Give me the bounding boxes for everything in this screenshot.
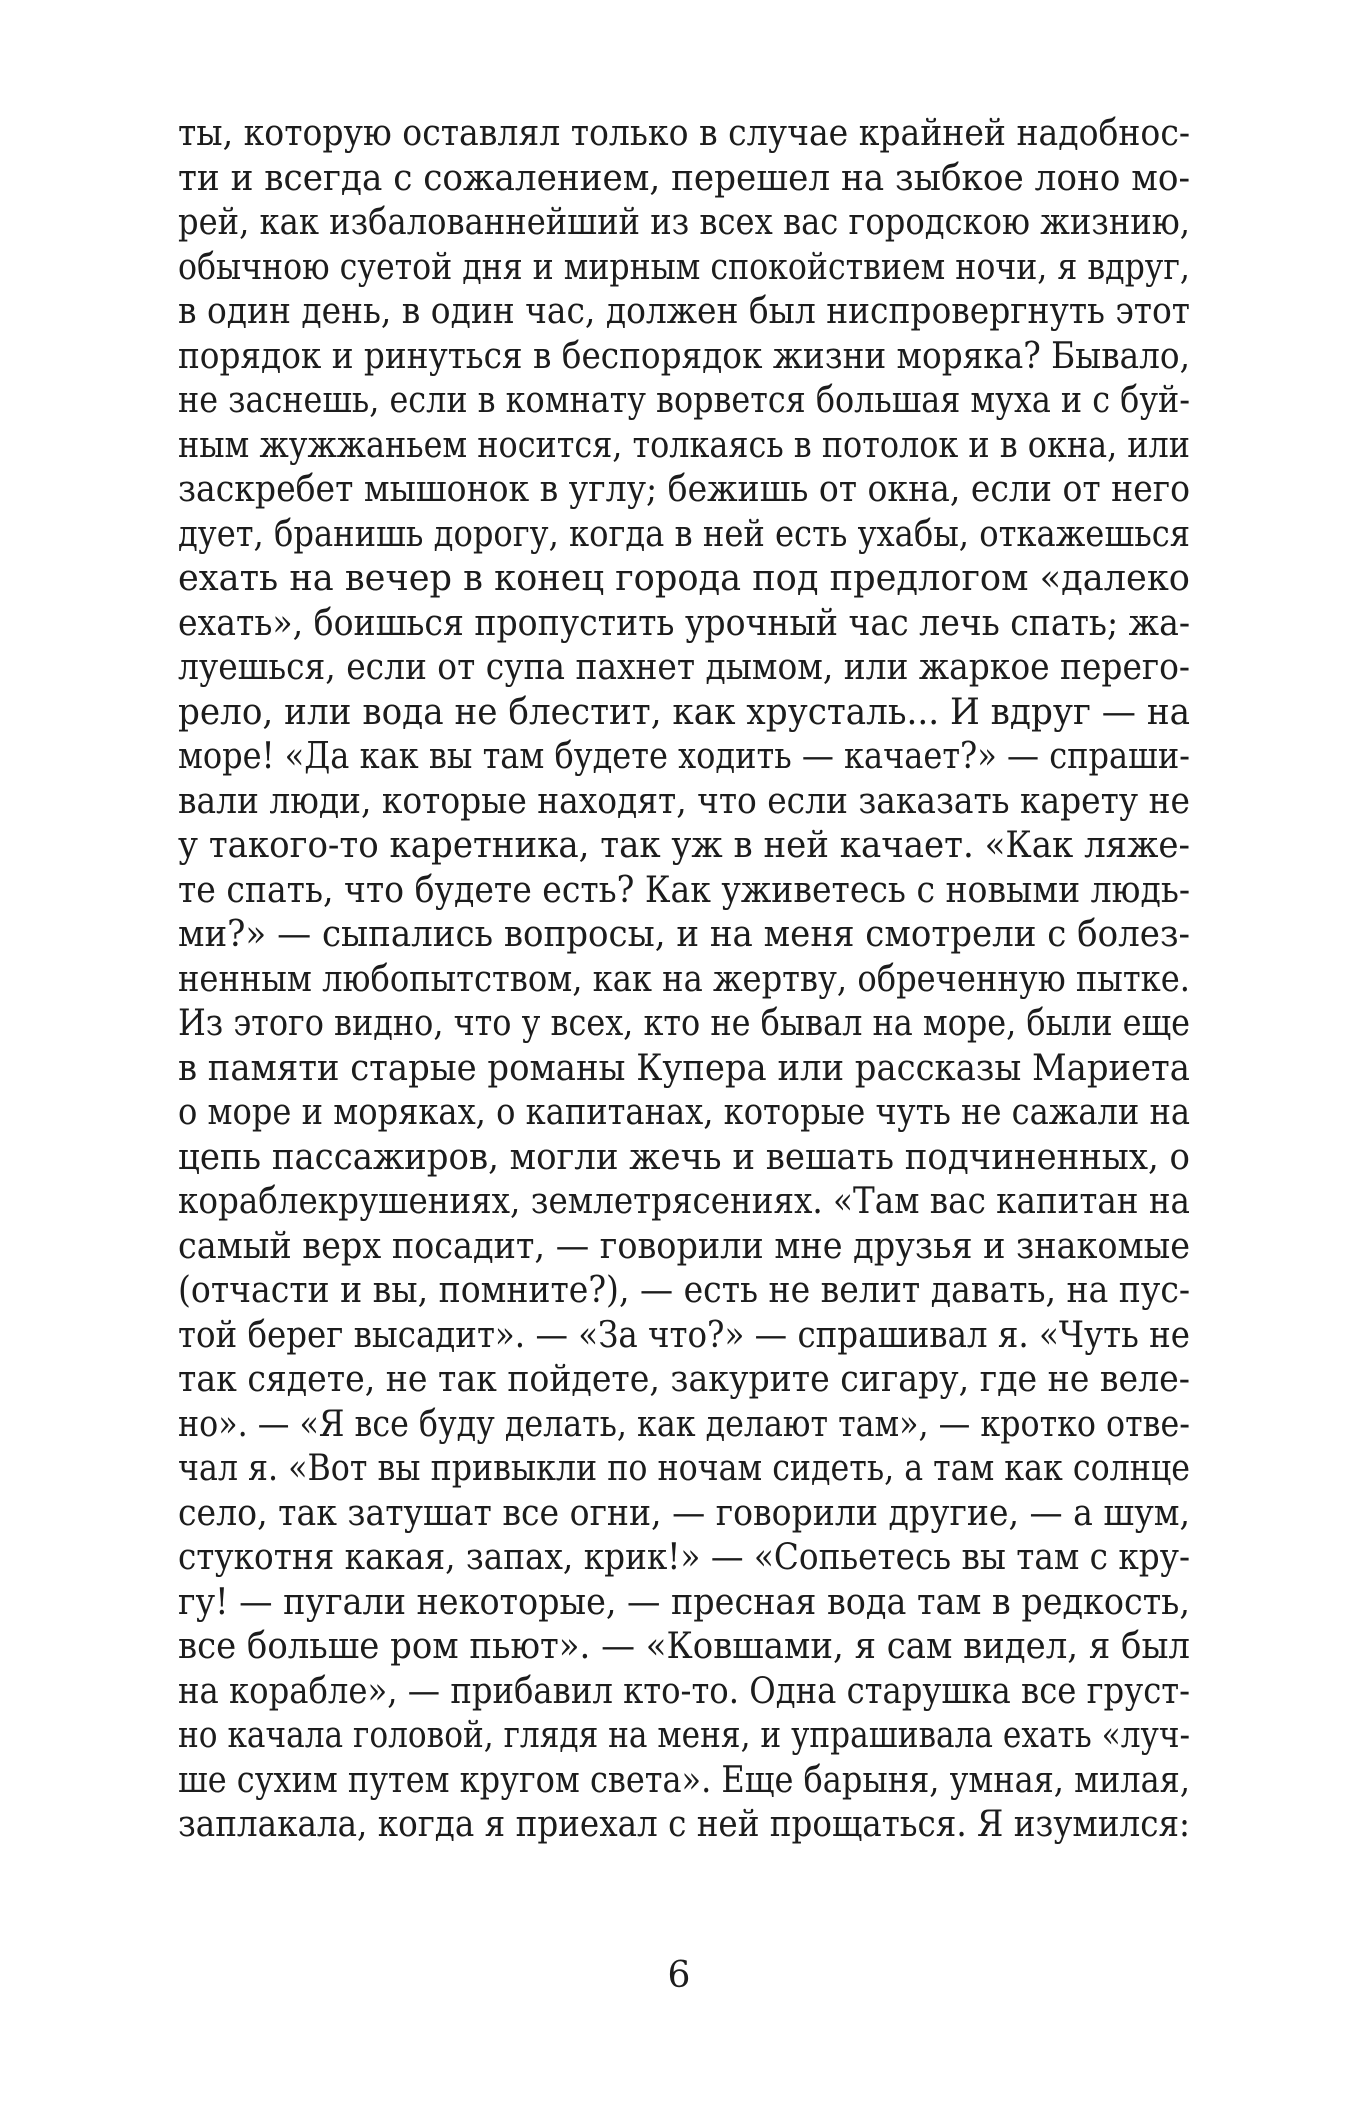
text-line: луешься, если от супа пахнет дымом, или жаркое перего-	[178, 647, 1191, 688]
text-line: стукотня какая, запах, крик!» — «Сопьетесь вы там с кру-	[178, 1537, 1191, 1578]
text-line: самый верх посадит, — говорили мне друзья и знакомые	[178, 1225, 1191, 1267]
body-text	[178, 112, 1190, 1848]
text-line: дует, бранишь дорогу, когда в ней есть ухабы, откажешься	[178, 513, 1191, 555]
text-line: село, так затушат все огни, — говорили другие, — а шум,	[178, 1492, 1190, 1534]
text-line: в памяти старые романы Купера или рассказы Мариета	[178, 1047, 1190, 1089]
text-line: ше сухим путем кругом света». Еще барыня, умная, милая,	[178, 1759, 1191, 1801]
text-line: (отчасти и вы, помните?), — есть не велит давать, на пус-	[178, 1270, 1191, 1311]
text-line: порядок и ринуться в беспорядок жизни моряка? Бывало,	[178, 335, 1190, 377]
text-line: ехать», боишься пропустить урочный час лечь спать; жа-	[178, 602, 1191, 644]
page-number: 6	[667, 1955, 691, 1996]
text-line: у такого-то каретника, так уж в ней качает. «Как ляже-	[178, 825, 1191, 866]
text-line: так сядете, не так пойдете, закурите сигару, где не веле-	[178, 1359, 1190, 1400]
text-line: море! «Да как вы там будете ходить — качает?» — спраши-	[178, 736, 1191, 777]
text-line: ехать на вечер в конец города под предлогом «далеко	[178, 558, 1190, 599]
text-line: заскребет мышонок в углу; бежишь от окна, если от него	[178, 469, 1190, 510]
text-line: кораблекрушениях, землетрясениях. «Там вас капитан на	[178, 1181, 1190, 1222]
text-line: цепь пассажиров, могли жечь и вешать подчиненных, о	[178, 1136, 1191, 1178]
text-line: в один день, в один час, должен был ниспровергнуть этот	[178, 291, 1191, 332]
text-line: рей, как избалованнейший из всех вас городскою жизнию,	[178, 202, 1190, 243]
text-line: ненным любопытством, как на жертву, обреченную пытке.	[178, 958, 1191, 1000]
text-line: не заснешь, если в комнату ворвется большая муха и с буй-	[178, 380, 1191, 421]
text-line: но». — «Я все буду делать, как делают там», — кротко отве-	[178, 1403, 1190, 1445]
text-line: Из этого видно, что у всех, кто не бывал на море, были еще	[178, 1003, 1191, 1044]
text-line: ти и всегда с сожалением, перешел на зыбкое лоно мо-	[178, 157, 1191, 199]
text-line: те спать, что будете есть? Как уживетесь с новыми людь-	[178, 869, 1191, 911]
text-line: заплакала, когда я приехал с ней прощаться. Я изумился:	[178, 1804, 1191, 1845]
text-line: но качала головой, глядя на меня, и упрашивала ехать «луч-	[178, 1715, 1191, 1756]
text-line: на корабле», — прибавил кто-то. Одна старушка все груст-	[178, 1670, 1191, 1712]
text-line: чал я. «Вот вы привыкли по ночам сидеть, а там как солнце	[178, 1448, 1190, 1489]
text-line: ным жужжаньем носится, толкаясь в потолок и в окна, или	[178, 424, 1190, 466]
text-line: той берег высадит». — «За что?» — спрашивал я. «Чуть не	[178, 1314, 1190, 1356]
text-line: ми?» — сыпались вопросы, и на меня смотрели с болез-	[178, 914, 1191, 955]
text-line: ты, которую оставлял только в случае крайней надобнос-	[178, 113, 1191, 154]
text-line: рело, или вода не блестит, как хрусталь... И вдруг — на	[178, 691, 1190, 733]
text-line: обычною суетой дня и мирным спокойствием ночи, я вдруг,	[178, 246, 1190, 288]
text-line: все больше ром пьют». — «Ковшами, я сам видел, я был	[178, 1626, 1190, 1667]
text-line: вали люди, которые находят, что если заказать карету не	[178, 780, 1190, 822]
text-line: о море и моряках, о капитанах, которые чуть не сажали на	[178, 1092, 1191, 1133]
text-line: гу! — пугали некоторые, — пресная вода там в редкость,	[178, 1581, 1190, 1623]
